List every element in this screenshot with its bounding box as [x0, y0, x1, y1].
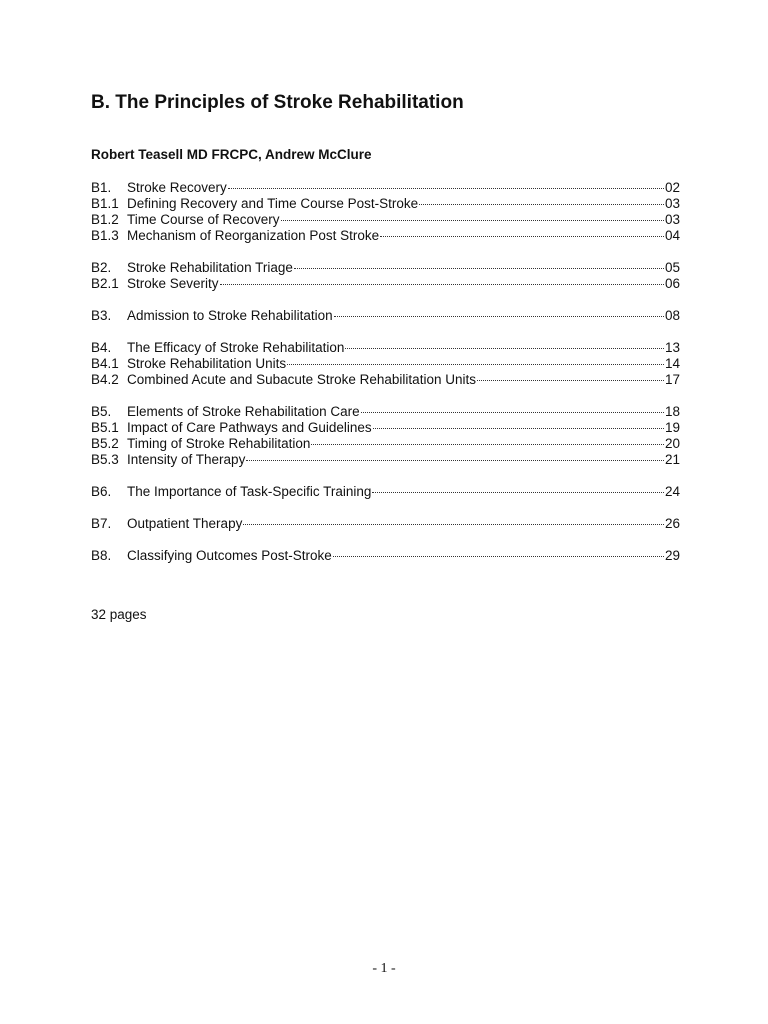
toc-entry-page: 20 — [664, 436, 680, 451]
toc-entry-page: 18 — [664, 404, 680, 419]
toc-entry-title: Stroke Recovery — [127, 180, 227, 195]
toc-entry-page: 03 — [664, 196, 680, 211]
toc-entry — [91, 484, 680, 500]
toc-entry-title: Time Course of Recovery — [127, 212, 280, 227]
toc-entry — [91, 436, 680, 452]
toc-entry — [91, 548, 680, 564]
document-authors: Robert Teasell MD FRCPC, Andrew McClure — [91, 147, 372, 162]
toc-entry-page: 03 — [664, 212, 680, 227]
toc-dot-leader — [361, 411, 664, 413]
toc-entry-page: 04 — [664, 228, 680, 243]
toc-entry-number: B5.2 — [91, 436, 119, 451]
toc-entry-title: Defining Recovery and Time Course Post-Stroke — [127, 196, 419, 211]
toc-entry — [91, 260, 680, 276]
toc-entry-title: Outpatient Therapy — [127, 516, 243, 531]
page-count-note: 32 pages — [91, 607, 147, 622]
toc-dot-leader — [228, 187, 664, 189]
toc-entry-title: The Importance of Task-Specific Training — [127, 484, 372, 499]
toc-entry — [91, 372, 680, 388]
toc-entry — [91, 404, 680, 420]
toc-dot-leader — [334, 315, 664, 317]
toc-group — [91, 180, 680, 244]
toc-entry-title: The Efficacy of Stroke Rehabilitation — [127, 340, 345, 355]
toc-entry-page: 14 — [664, 356, 680, 371]
toc-entry — [91, 180, 680, 196]
toc-entry-number: B4.1 — [91, 356, 119, 371]
toc-entry-number: B4. — [91, 340, 112, 355]
document-title: B. The Principles of Stroke Rehabilitation — [91, 92, 464, 113]
toc-entry-page: 02 — [664, 180, 680, 195]
toc-entry — [91, 308, 680, 324]
toc-entry-number: B1. — [91, 180, 112, 195]
toc-group — [91, 404, 680, 468]
toc-entry — [91, 420, 680, 436]
toc-group — [91, 260, 680, 292]
toc-entry-number: B5. — [91, 404, 112, 419]
toc-dot-leader — [345, 347, 664, 349]
toc-entry-number: B2. — [91, 260, 112, 275]
toc-entry-page: 06 — [664, 276, 680, 291]
toc-entry-title: Classifying Outcomes Post-Stroke — [127, 548, 332, 563]
toc-entry — [91, 340, 680, 356]
toc-dot-leader — [287, 363, 664, 365]
toc-entry-number: B1.3 — [91, 228, 119, 243]
toc-entry-number: B6. — [91, 484, 112, 499]
toc-entry-number: B1.2 — [91, 212, 119, 227]
toc-entry-number: B5.1 — [91, 420, 119, 435]
toc-entry-page: 13 — [664, 340, 680, 355]
toc-dot-leader — [419, 203, 664, 205]
toc-entry-title: Stroke Severity — [127, 276, 219, 291]
toc-dot-leader — [311, 443, 664, 445]
toc-entry-title: Combined Acute and Subacute Stroke Rehabilitation Units — [127, 372, 476, 387]
table-of-contents — [91, 180, 680, 580]
toc-entry — [91, 228, 680, 244]
toc-group — [91, 516, 680, 532]
page-number-footer: - 1 - — [372, 961, 396, 976]
toc-entry — [91, 452, 680, 468]
toc-dot-leader — [333, 555, 664, 557]
toc-entry-number: B4.2 — [91, 372, 119, 387]
toc-entry-title: Stroke Rehabilitation Triage — [127, 260, 293, 275]
toc-entry-number: B1.1 — [91, 196, 119, 211]
toc-entry-title: Impact of Care Pathways and Guidelines — [127, 420, 372, 435]
toc-group — [91, 484, 680, 500]
toc-entry-page: 19 — [664, 420, 680, 435]
toc-entry-page: 08 — [664, 308, 680, 323]
toc-entry-number: B7. — [91, 516, 112, 531]
toc-entry — [91, 212, 680, 228]
toc-entry-title: Mechanism of Reorganization Post Stroke — [127, 228, 380, 243]
toc-entry-title: Timing of Stroke Rehabilitation — [127, 436, 311, 451]
toc-entry-number: B2.1 — [91, 276, 119, 291]
toc-group — [91, 308, 680, 324]
toc-dot-leader — [372, 491, 664, 493]
toc-entry — [91, 196, 680, 212]
toc-dot-leader — [243, 523, 664, 525]
toc-entry-page: 05 — [664, 260, 680, 275]
toc-entry-title: Admission to Stroke Rehabilitation — [127, 308, 333, 323]
toc-entry-title: Stroke Rehabilitation Units — [127, 356, 287, 371]
toc-dot-leader — [246, 459, 664, 461]
toc-entry-number: B3. — [91, 308, 112, 323]
toc-entry-page: 21 — [664, 452, 680, 467]
toc-dot-leader — [294, 267, 664, 269]
toc-entry — [91, 356, 680, 372]
toc-entry-title: Intensity of Therapy — [127, 452, 246, 467]
toc-entry-page: 26 — [664, 516, 680, 531]
toc-entry-page: 17 — [664, 372, 680, 387]
toc-group — [91, 548, 680, 564]
toc-entry — [91, 276, 680, 292]
toc-entry-page: 24 — [664, 484, 680, 499]
toc-entry — [91, 516, 680, 532]
toc-dot-leader — [380, 235, 664, 237]
toc-dot-leader — [220, 283, 664, 285]
toc-dot-leader — [477, 379, 664, 381]
toc-entry-title: Elements of Stroke Rehabilitation Care — [127, 404, 360, 419]
toc-entry-number: B8. — [91, 548, 112, 563]
toc-dot-leader — [373, 427, 664, 429]
toc-entry-number: B5.3 — [91, 452, 119, 467]
toc-dot-leader — [281, 219, 664, 221]
toc-entry-page: 29 — [664, 548, 680, 563]
toc-group — [91, 340, 680, 388]
